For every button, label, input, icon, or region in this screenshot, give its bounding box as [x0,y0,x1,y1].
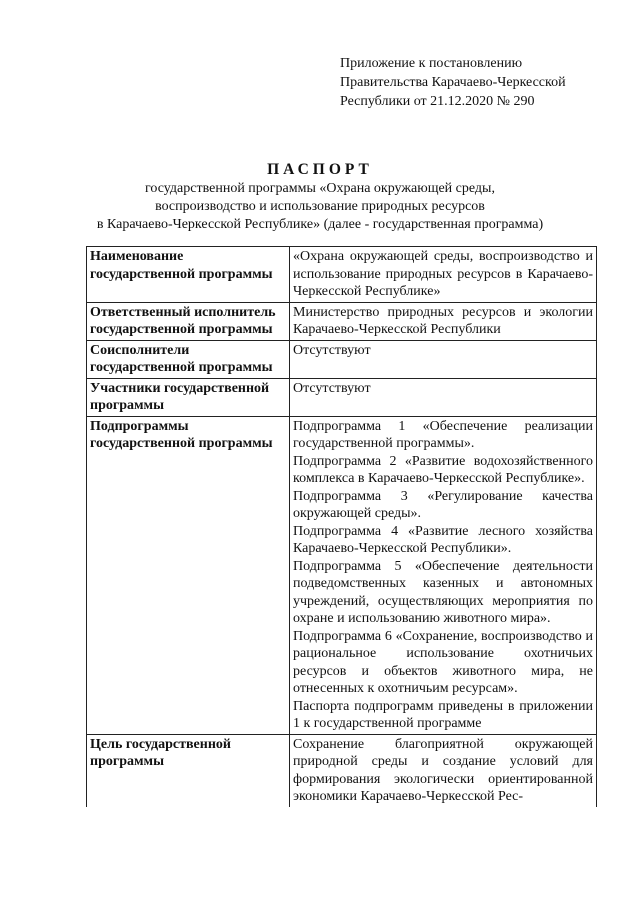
appendix-note [340,54,566,111]
value-paragraph: Сохранение благоприятной окружающей природной среды и создание условий для формирования экологически ориентированной экономики Карачаево-Черкесской Рес- [293,736,593,804]
document-heading [0,160,640,234]
appendix-line: Приложение к постановлению [340,56,523,71]
row-label: Ответственный исполнитель государственной программы [87,302,290,340]
table-row [87,734,597,807]
value-paragraph: Отсутствуют [293,342,371,358]
heading-line: воспроизводство и использование природных ресурсов [155,199,485,214]
value-paragraph: Подпрограмма 1 «Обеспечение реализации государственной программы». [293,418,593,451]
value-paragraph: Отсутствуют [293,380,371,396]
table-row [87,247,597,303]
row-label: Цель государственной программы [87,734,290,807]
value-paragraph: «Охрана окружающей среды, воспроизводство и использование природных ресурсов в Карачаево-Черкесской Республике» [293,249,593,299]
row-label: Подпрограммы государственной программы [87,416,290,734]
row-value [290,416,597,734]
row-label: Наименование государственной программы [87,247,290,303]
table-row [87,378,597,416]
heading-line: в Карачаево-Черкесской Республике» (далее - государственная программа) [96,217,544,232]
passport-table [86,246,597,807]
value-paragraph: Подпрограмма 5 «Обеспечение деятельности подведомственных казенных и автономных учреждений, осуществляющих мероприятия по охране и использованию животного мира». [293,558,593,626]
row-label: Участники государственной программы [87,378,290,416]
appendix-line: Республики от 21.12.2020 № 290 [340,94,535,109]
value-paragraph: Министерство природных ресурсов и экологии Карачаево-Черкесской Республики [293,304,593,337]
value-paragraph: Паспорта подпрограмм приведены в приложении 1 к государственной программе [293,698,593,731]
document-title: ПАСПОРТ [267,161,373,178]
row-value [290,302,597,340]
table-row [87,340,597,378]
row-value [290,247,597,303]
row-value [290,734,597,807]
row-value [290,378,597,416]
row-value [290,340,597,378]
appendix-line: Правительства Карачаево-Черкесской [340,75,566,90]
value-paragraph: Подпрограмма 6 «Сохранение, воспроизводство и рациональное использование охотничьих ресурсов и объектов животного мира, не отнесенных к охотничьим ресурсам». [293,628,593,696]
value-paragraph: Подпрограмма 3 «Регулирование качества окружающей среды». [293,488,593,521]
row-label: Соисполнители государственной программы [87,340,290,378]
value-paragraph: Подпрограмма 2 «Развитие водохозяйственного комплекса в Карачаево-Черкесской Республике». [293,453,593,486]
table-row [87,416,597,734]
heading-line: государственной программы «Охрана окружающей среды, [145,181,495,196]
table-row [87,302,597,340]
value-paragraph: Подпрограмма 4 «Развитие лесного хозяйства Карачаево-Черкесской Республики». [293,523,593,556]
